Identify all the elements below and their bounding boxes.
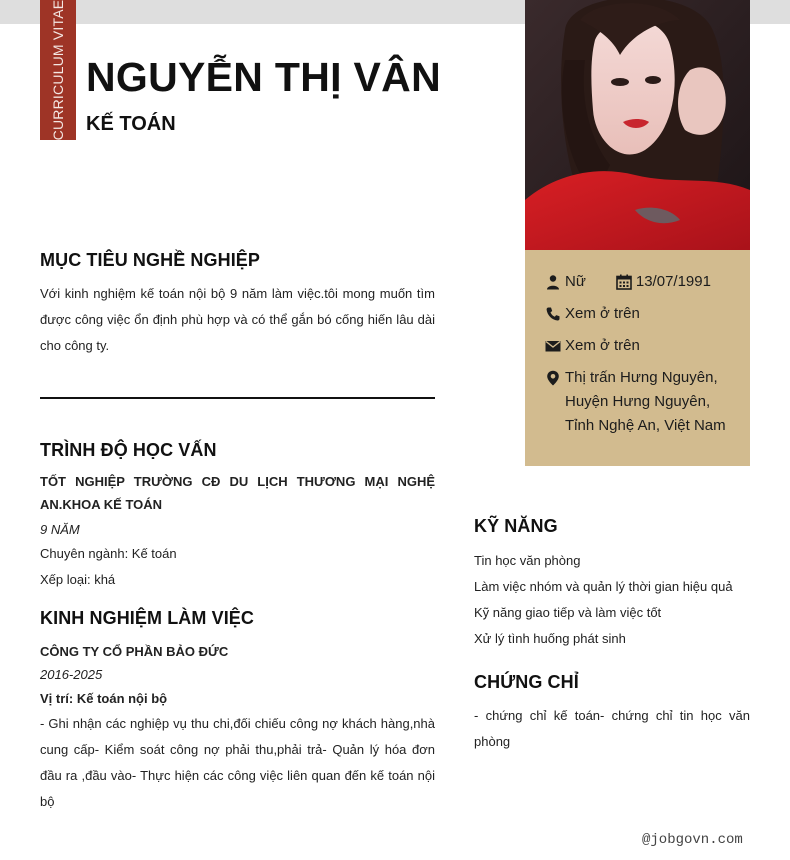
cv-label: CURRICULUM VITAE — [50, 0, 66, 141]
address-text — [565, 366, 726, 438]
profile-photo — [525, 0, 750, 250]
phone-text: Xem ở trên — [565, 305, 640, 322]
candidate-name: NGUYỄN THỊ VÂN — [86, 54, 442, 100]
contact-info-box — [525, 250, 750, 466]
watermark: @jobgovn.com — [642, 832, 743, 848]
calendar-icon — [616, 270, 632, 294]
experience-position: Vị trí: Kế toán nội bộ — [40, 691, 168, 706]
experience-company: CÔNG TY CỔ PHẦN BẢO ĐỨC — [40, 644, 229, 659]
objective-title: MỤC TIÊU NGHỀ NGHIỆP — [40, 250, 261, 270]
email-text: Xem ở trên — [565, 337, 640, 354]
phone-icon — [545, 302, 561, 326]
education-title: TRÌNH ĐỘ HỌC VẤN — [40, 440, 217, 460]
experience-title: KINH NGHIỆM LÀM VIỆC — [40, 608, 255, 628]
mail-icon — [545, 334, 561, 358]
gender-text: Nữ — [565, 273, 586, 290]
address-line-3: Tỉnh Nghệ An, Việt Nam — [565, 417, 726, 434]
objective-text: Với kinh nghiệm kế toán nội bộ 9 năm làm việc.tôi mong muốn tìm được công việc ổn định phù hợp và có thể gắn bó cống hiến lâu dài cho công ty. — [40, 286, 435, 353]
phone-row — [545, 302, 732, 326]
education-grade: Xếp loại: khá — [40, 572, 116, 587]
dob-text: 13/07/1991 — [635, 273, 711, 290]
skill-item: Kỹ năng giao tiếp và làm việc tốt — [474, 605, 662, 620]
education-school: TỐT NGHIỆP TRƯỜNG CĐ DU LỊCH THƯƠNG MẠI NGHỆ AN.KHOA KẾ TOÁN — [40, 474, 435, 512]
skill-item: Tin học văn phòng — [474, 553, 581, 568]
gender-dob-row — [545, 270, 732, 294]
certificates-text: - chứng chỉ kế toán- chứng chỉ tin học văn phòng — [474, 708, 750, 749]
education-major: Chuyên ngành: Kế toán — [40, 546, 177, 561]
email-row — [545, 334, 732, 358]
address-row — [545, 366, 732, 438]
address-line-1: Thị trấn Hưng Nguyên, — [565, 369, 718, 386]
skills-title: KỸ NĂNG — [474, 516, 558, 536]
skill-item: Xử lý tình huống phát sinh — [474, 631, 626, 646]
job-title: KẾ TOÁN — [86, 113, 176, 135]
skill-item: Làm việc nhóm và quản lý thời gian hiệu quả — [474, 579, 733, 594]
education-duration: 9 NĂM — [40, 522, 80, 537]
certificates-title: CHỨNG CHỈ — [474, 672, 579, 692]
location-pin-icon — [545, 366, 561, 390]
experience-period: 2016-2025 — [40, 667, 103, 682]
curriculum-vitae-tag — [40, 0, 76, 140]
address-line-2: Huyện Hưng Nguyên, — [565, 393, 711, 410]
profile-photo-illustration — [525, 0, 750, 250]
section-divider — [40, 397, 435, 399]
person-icon — [545, 270, 561, 294]
experience-description: - Ghi nhận các nghiệp vụ thu chi,đối chiếu công nợ khách hàng,nhà cung cấp- Kiểm soát công nợ phải thu,phải trả- Quản lý hóa đơn đầu ra ,đầu vào- Thực hiện các công việc liên quan đến kế toán nội bộ — [40, 716, 435, 809]
